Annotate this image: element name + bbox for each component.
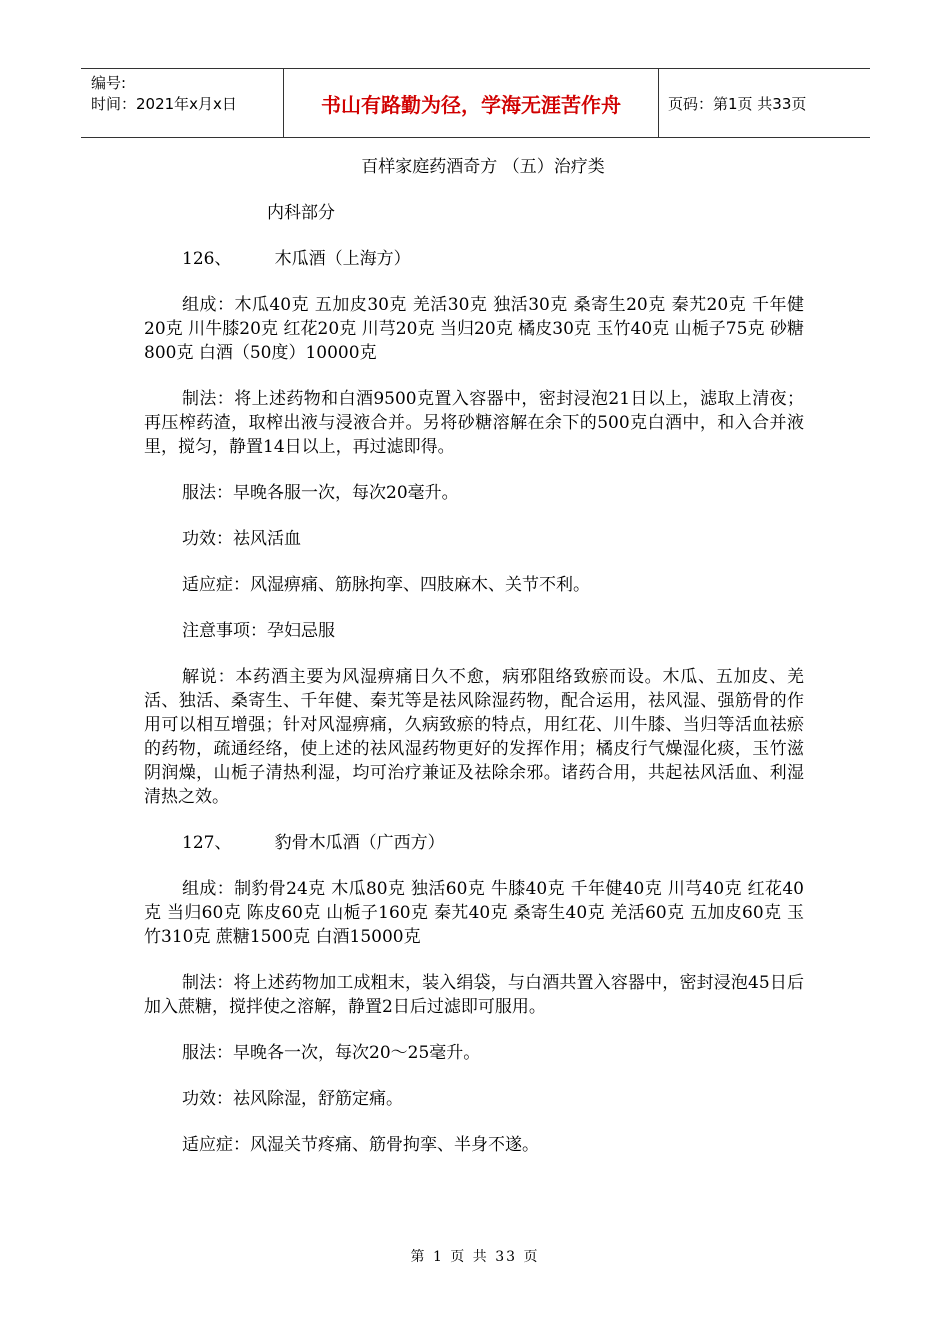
recipe-preparation: 制法：将上述药物加工成粗末，装入绢袋，与白酒共置入容器中，密封浸泡45日后加入蔗糖，搅拌使之溶解，静置2日后过滤即可服用。 bbox=[144, 973, 804, 1017]
recipe-heading: 127、 豹骨木瓜酒（广西方） bbox=[182, 833, 445, 853]
recipe-composition: 组成：制豹骨24克 木瓜80克 独活60克 牛膝40克 千年健40克 川芎40克 红花40克 当归60克 陈皮60克 山栀子160克 秦艽40克 桑寄生40克 羌活60克 五加皮60克 玉竹310克 蔗糖1500克 白酒15000克 bbox=[144, 879, 804, 947]
document-title: 百样家庭药酒奇方 （五）治疗类 bbox=[361, 157, 605, 177]
recipe-composition: 组成：木瓜40克 五加皮30克 羌活30克 独活30克 桑寄生20克 秦艽20克 千年健20克 川牛膝20克 红花20克 川芎20克 当归20克 橘皮30克 玉竹40克 山栀子75克 砂糖800克 白酒（50度）10000克 bbox=[144, 295, 804, 363]
document-body bbox=[144, 155, 804, 1179]
recipe-usage: 服法：早晚各一次，每次20～25毫升。 bbox=[182, 1043, 481, 1063]
recipe-cautions: 注意事项：孕妇忌服 bbox=[182, 621, 335, 641]
recipe-efficacy: 功效：祛风除湿，舒筋定痛。 bbox=[182, 1089, 403, 1109]
recipe-indications: 适应症：风湿痹痛、筋脉拘挛、四肢麻木、关节不利。 bbox=[182, 575, 590, 595]
section-heading: 内科部分 bbox=[267, 203, 335, 223]
recipe-heading: 126、 木瓜酒（上海方） bbox=[182, 249, 411, 269]
recipe-efficacy: 功效：祛风活血 bbox=[182, 529, 301, 549]
page-footer: 第 1 页 共 33 页 bbox=[410, 1249, 540, 1265]
document-number-label: 编号: bbox=[91, 74, 127, 92]
recipe-explanation: 解说：本药酒主要为风湿痹痛日久不愈，病邪阻络致瘀而设。木瓜、五加皮、羌活、独活、桑寄生、千年健、秦艽等是祛风除湿药物，配合运用，祛风湿、强筋骨的作用可以相互增强；针对风湿痹痛，久病致瘀的特点，用红花、川牛膝、当归等活血祛瘀的药物，疏通经络，使上述的祛风湿药物更好的发挥作用；橘皮行气燥湿化痰，玉竹滋阴润燥，山栀子清热利湿，均可治疗兼证及祛除余邪。诸药合用，共起祛风活血、利湿清热之效。 bbox=[144, 667, 804, 807]
header-page-label: 页码：第1页 共33页 bbox=[668, 94, 807, 113]
recipe-usage: 服法：早晚各服一次，每次20毫升。 bbox=[182, 483, 459, 503]
page-header bbox=[81, 68, 870, 138]
recipe-indications: 适应症：风湿关节疼痛、筋骨拘挛、半身不遂。 bbox=[182, 1135, 539, 1155]
recipe-preparation: 制法：将上述药物和白酒9500克置入容器中，密封浸泡21日以上，滤取上清夜；再压榨药渣，取榨出液与浸液合并。另将砂糖溶解在余下的500克白酒中，和入合并液里，搅匀，静置14日以上，再过滤即得。 bbox=[144, 389, 804, 457]
header-motto: 书山有路勤为径，学海无涯苦作舟 bbox=[283, 69, 659, 137]
header-meta bbox=[81, 69, 283, 137]
document-time-label: 时间：2021年x月x日 bbox=[91, 95, 237, 113]
